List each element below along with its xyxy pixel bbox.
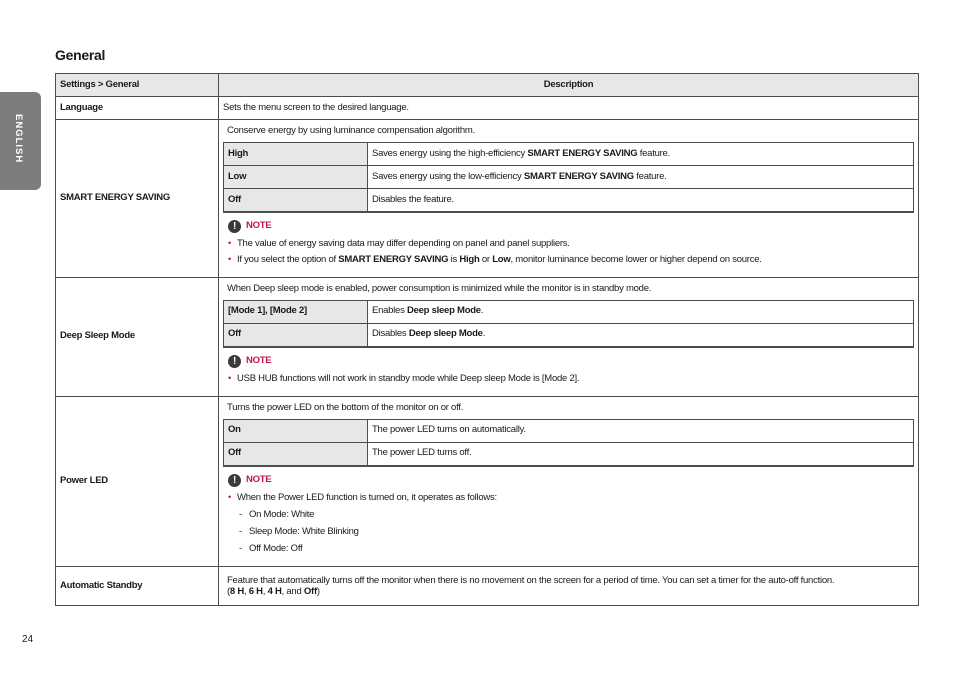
note-title: NOTE xyxy=(246,354,272,366)
option-row xyxy=(224,419,914,442)
option-desc: Saves energy using the high-efficiency SMART ENERGY SAVING feature. xyxy=(368,143,914,166)
power-led-options xyxy=(223,419,914,466)
bullet-dot-icon: • xyxy=(228,253,232,265)
option-name: Low xyxy=(224,166,368,189)
row-label-deep-sleep-mode: Deep Sleep Mode xyxy=(56,277,219,396)
header-description: Description xyxy=(219,74,919,97)
row-label-language: Language xyxy=(56,97,219,120)
table-row-deep-sleep-mode xyxy=(56,277,919,396)
note-bullet xyxy=(228,239,910,250)
note-text: USB HUB functions will not work in standby mode while Deep sleep Mode is [Mode 2]. xyxy=(237,372,580,384)
power-led-intro: Turns the power LED on the bottom of the monitor on or off. xyxy=(227,402,464,414)
option-name: Off xyxy=(224,189,368,212)
note-text: If you select the option of SMART ENERGY SAVING is High or Low, monitor luminance become lower or higher depend on source. xyxy=(237,253,762,265)
note-text: The value of energy saving data may differ depending on panel and panel suppliers. xyxy=(237,238,570,249)
list-item: - On Mode: White xyxy=(239,508,315,520)
table-row-power-led xyxy=(56,396,919,567)
note-bullet xyxy=(228,255,910,266)
list-item: - Off Mode: Off xyxy=(239,542,303,554)
option-row xyxy=(224,166,914,189)
page-number: 24 xyxy=(22,634,34,645)
exclamation-icon: ! xyxy=(228,355,241,368)
note-text: When the Power LED function is turned on, it operates as follows: xyxy=(237,491,497,503)
row-label-automatic-standby: Automatic Standby xyxy=(56,567,219,606)
option-name: Off xyxy=(224,323,368,346)
auto-standby-text xyxy=(223,567,914,605)
row-desc-language: Sets the menu screen to the desired language. xyxy=(219,97,919,120)
table-row-automatic-standby xyxy=(56,567,919,606)
bullet-dot-icon: • xyxy=(228,372,232,384)
table-header-row xyxy=(56,74,919,97)
note-heading xyxy=(228,474,910,487)
row-desc-smart-energy-saving xyxy=(219,120,919,278)
note-title: NOTE xyxy=(246,473,272,485)
option-name: High xyxy=(224,143,368,166)
language-side-tab-label: ENGLISH xyxy=(13,114,24,164)
note-bullet xyxy=(228,374,910,385)
section-title: General xyxy=(55,47,106,63)
option-desc: Saves energy using the low-efficiency SMART ENERGY SAVING feature. xyxy=(368,166,914,189)
power-led-mode-list xyxy=(228,510,910,555)
option-row xyxy=(224,300,914,323)
auto-standby-line-1: Feature that automatically turns off the monitor when there is no movement on the screen for a period of time. You can set a timer for the auto-off function. xyxy=(227,575,835,587)
exclamation-icon: ! xyxy=(228,220,241,233)
smart-energy-note xyxy=(223,212,914,277)
row-desc-automatic-standby xyxy=(219,567,919,606)
option-name: Off xyxy=(224,442,368,465)
option-row xyxy=(224,189,914,212)
smart-energy-intro: Conserve energy by using luminance compensation algorithm. xyxy=(227,125,475,137)
option-desc: Disables the feature. xyxy=(368,189,914,212)
bullet-dot-icon: • xyxy=(228,491,232,503)
option-row xyxy=(224,442,914,465)
option-desc: The power LED turns off. xyxy=(368,442,914,465)
auto-standby-line-2: (8 H, 6 H, 4 H, and Off) xyxy=(227,586,320,598)
header-settings-path: Settings > General xyxy=(56,74,219,97)
deep-sleep-note xyxy=(223,347,914,396)
exclamation-icon: ! xyxy=(228,474,241,487)
deep-sleep-intro: When Deep sleep mode is enabled, power consumption is minimized while the monitor is in standby mode. xyxy=(227,283,652,295)
option-row xyxy=(224,143,914,166)
language-side-tab xyxy=(0,92,41,190)
note-heading xyxy=(228,355,910,368)
table-row-language xyxy=(56,97,919,120)
option-name: On xyxy=(224,419,368,442)
option-desc: Enables Deep sleep Mode. xyxy=(368,300,914,323)
row-desc-power-led xyxy=(219,396,919,567)
list-item: - Sleep Mode: White Blinking xyxy=(239,525,359,537)
option-desc: Disables Deep sleep Mode. xyxy=(368,323,914,346)
row-desc-deep-sleep-mode xyxy=(219,277,919,396)
option-desc: The power LED turns on automatically. xyxy=(368,419,914,442)
general-settings-table xyxy=(55,73,919,606)
row-label-power-led: Power LED xyxy=(56,396,219,567)
bullet-dot-icon: • xyxy=(228,238,232,249)
row-label-smart-energy-saving: SMART ENERGY SAVING xyxy=(56,120,219,278)
table-row-smart-energy-saving xyxy=(56,120,919,278)
option-row xyxy=(224,323,914,346)
power-led-note xyxy=(223,466,914,567)
note-bullet xyxy=(228,493,910,504)
deep-sleep-options xyxy=(223,300,914,347)
option-name: [Mode 1], [Mode 2] xyxy=(224,300,368,323)
note-heading xyxy=(228,220,910,233)
note-title: NOTE xyxy=(246,220,272,232)
smart-energy-options xyxy=(223,142,914,212)
